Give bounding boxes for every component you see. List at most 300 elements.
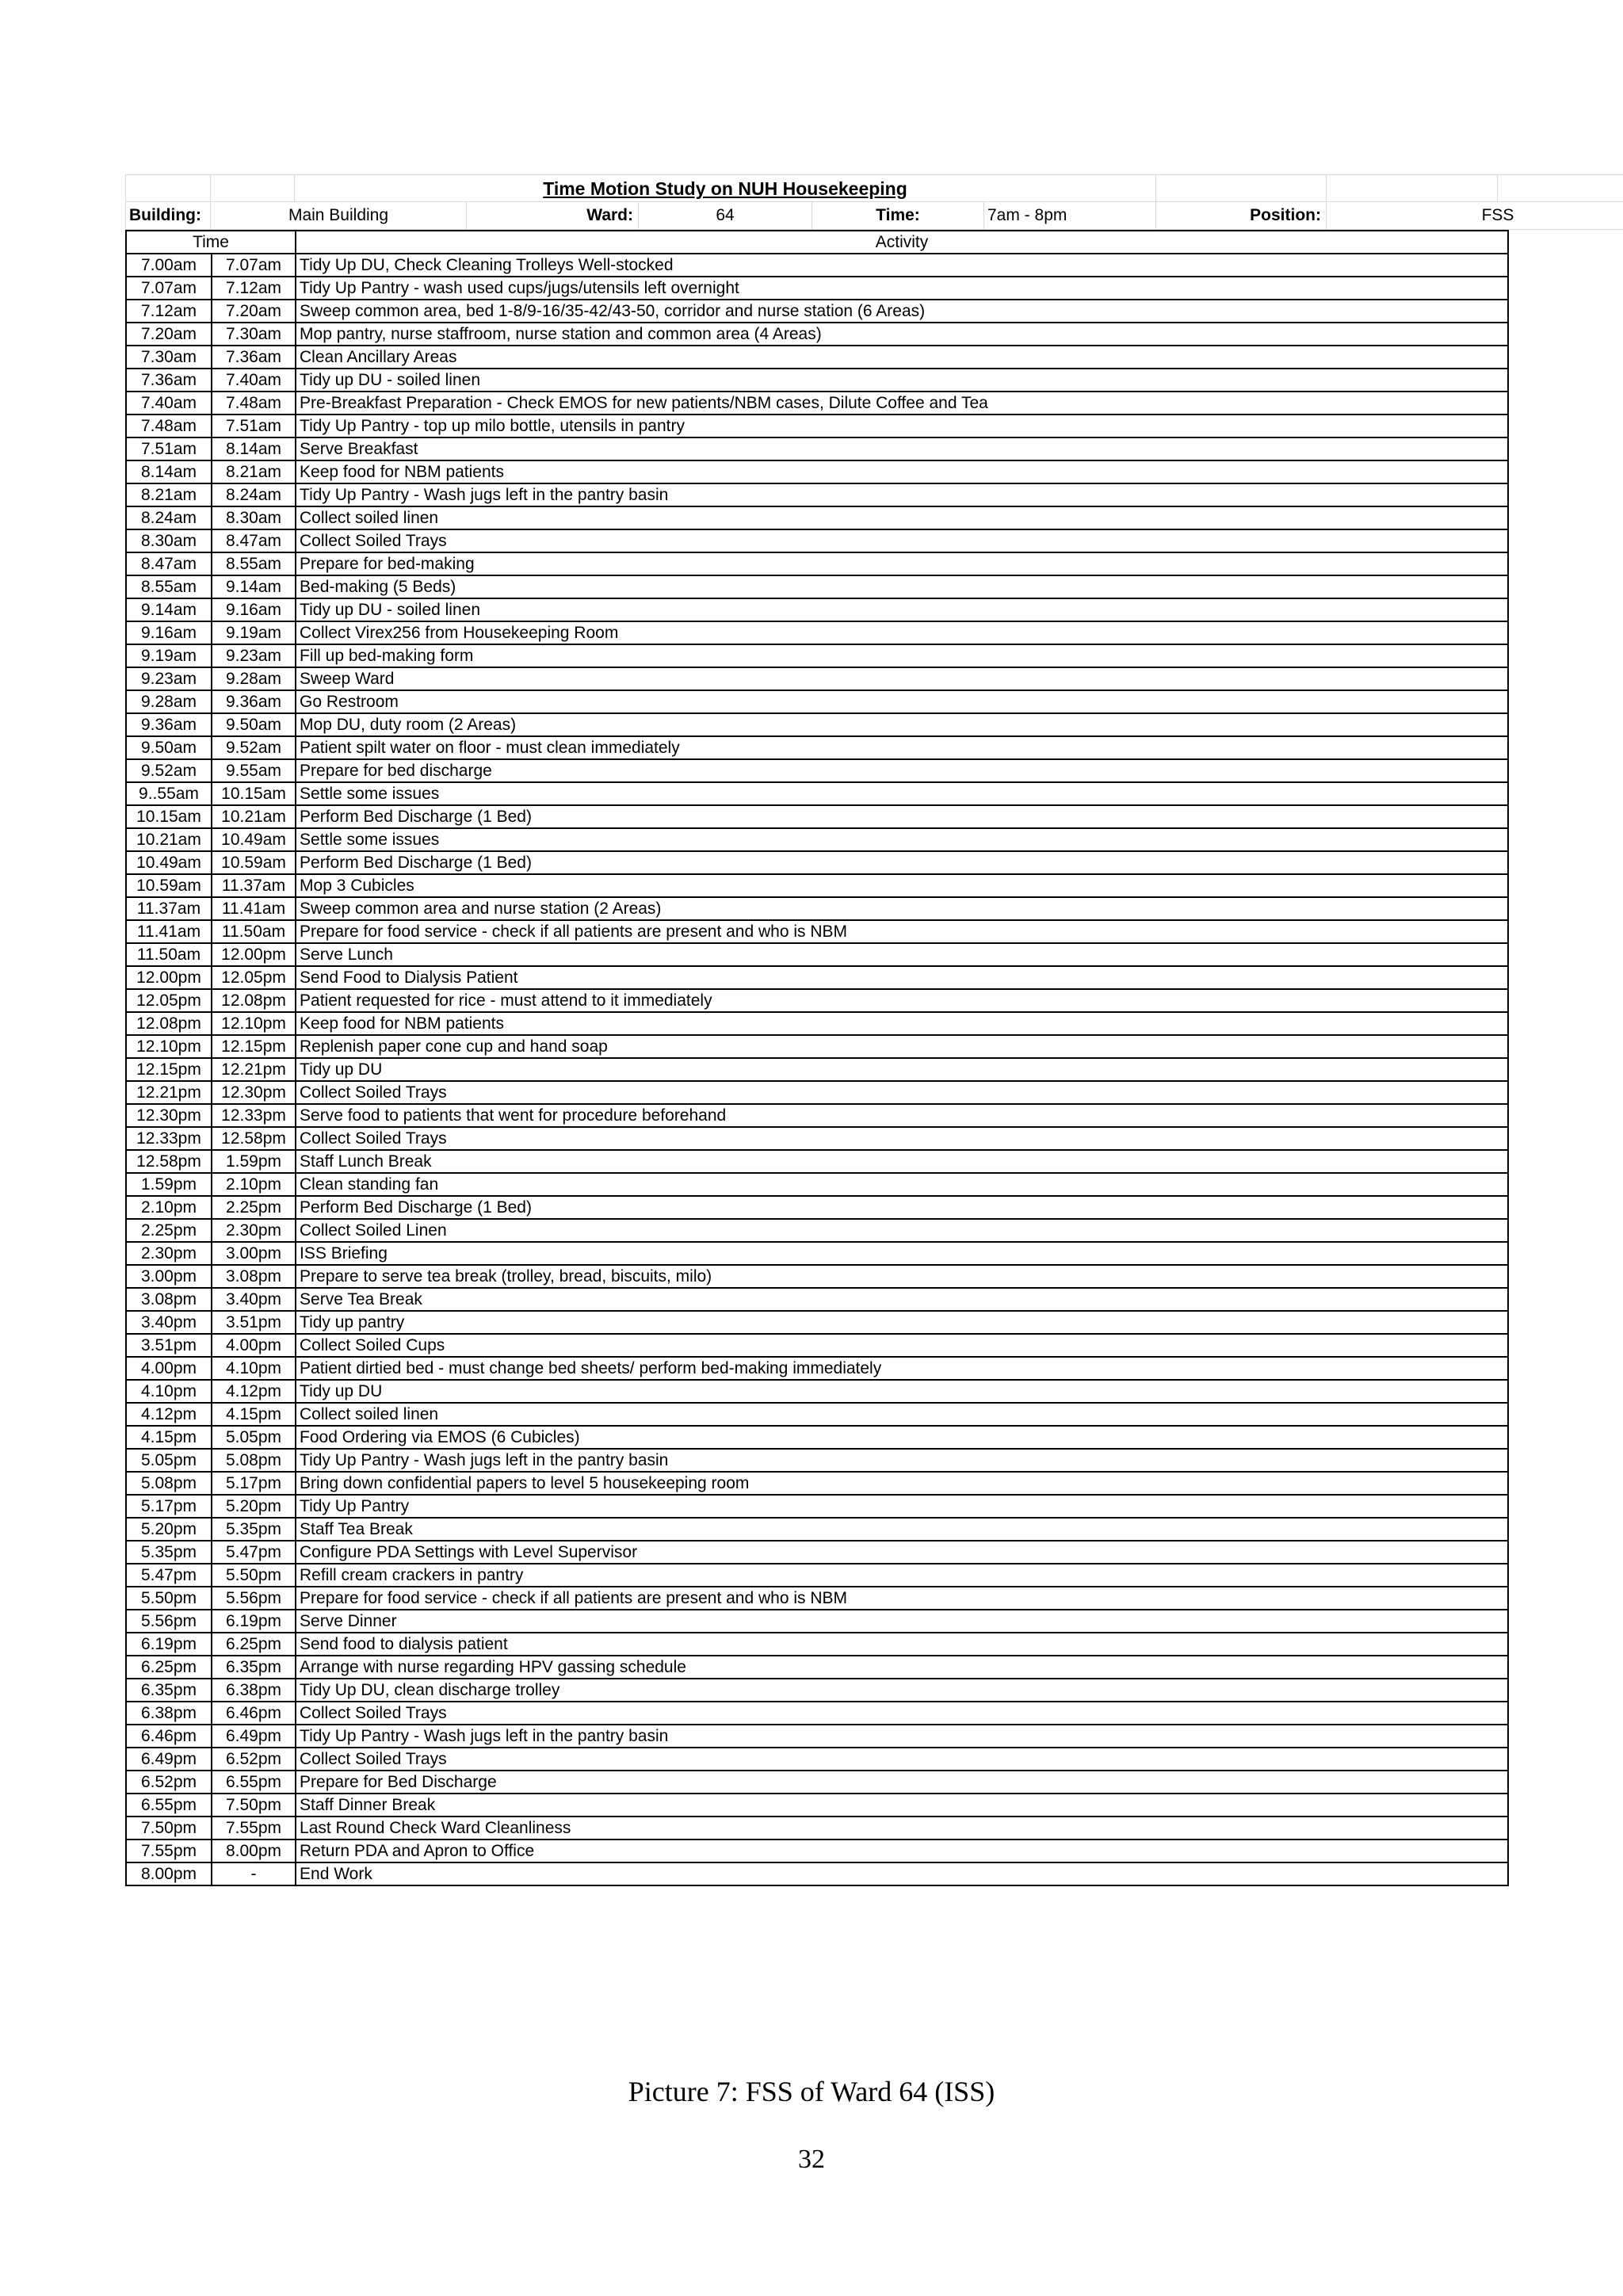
figure-caption: Picture 7: FSS of Ward 64 (ISS) — [628, 2076, 995, 2107]
activity-cell: Staff Lunch Break — [296, 1150, 1508, 1173]
activity-cell: Staff Dinner Break — [296, 1794, 1508, 1817]
end-time-cell: - — [212, 1862, 296, 1885]
activity-cell: Collect Soiled Cups — [296, 1334, 1508, 1357]
start-time-cell: 11.37am — [126, 897, 212, 920]
end-time-cell: 7.07am — [212, 254, 296, 277]
activity-cell: Tidy up DU — [296, 1058, 1508, 1081]
activity-cell: Send food to dialysis patient — [296, 1633, 1508, 1656]
activity-cell: Tidy Up Pantry - wash used cups/jugs/utensils left overnight — [296, 277, 1508, 300]
end-time-cell: 12.21pm — [212, 1058, 296, 1081]
end-time-cell: 7.30am — [212, 323, 296, 346]
table-row — [126, 1219, 1508, 1242]
table-row — [126, 1127, 1508, 1150]
end-time-cell: 8.30am — [212, 506, 296, 529]
activity-cell: Settle some issues — [296, 828, 1508, 851]
activity-cell: Send Food to Dialysis Patient — [296, 966, 1508, 989]
activity-cell: Food Ordering via EMOS (6 Cubicles) — [296, 1426, 1508, 1449]
activity-table-body — [126, 231, 1508, 1885]
building-label: Building: — [125, 202, 211, 230]
start-time-cell: 12.30pm — [126, 1104, 212, 1127]
end-time-cell: 2.25pm — [212, 1196, 296, 1219]
table-row — [126, 1334, 1508, 1357]
end-time-cell: 1.59pm — [212, 1150, 296, 1173]
activity-cell: Prepare for food service - check if all patients are present and who is NBM — [296, 920, 1508, 943]
end-time-cell: 12.00pm — [212, 943, 296, 966]
start-time-cell: 6.19pm — [126, 1633, 212, 1656]
end-time-cell: 6.19pm — [212, 1610, 296, 1633]
table-row — [126, 415, 1508, 437]
end-time-cell: 8.00pm — [212, 1839, 296, 1862]
table-row — [126, 1150, 1508, 1173]
activity-cell: Collect Virex256 from Housekeeping Room — [296, 621, 1508, 644]
table-row — [126, 1702, 1508, 1725]
table-row — [126, 346, 1508, 369]
header-blank-cell — [211, 174, 295, 202]
header-blank-cell — [1156, 174, 1327, 202]
table-row — [126, 460, 1508, 483]
table-row — [126, 667, 1508, 690]
activity-cell: Tidy Up Pantry - Wash jugs left in the pantry basin — [296, 483, 1508, 506]
table-row — [126, 1173, 1508, 1196]
table-row — [126, 897, 1508, 920]
end-time-cell: 5.47pm — [212, 1541, 296, 1564]
start-time-cell: 8.55am — [126, 575, 212, 598]
building-value: Main Building — [211, 202, 467, 230]
end-time-cell: 5.50pm — [212, 1564, 296, 1587]
activity-cell: Patient requested for rice - must attend to it immediately — [296, 989, 1508, 1012]
start-time-cell: 2.30pm — [126, 1242, 212, 1265]
activity-cell: Collect Soiled Trays — [296, 1702, 1508, 1725]
header-blank-cell — [1327, 174, 1498, 202]
start-time-cell: 11.41am — [126, 920, 212, 943]
table-row — [126, 392, 1508, 415]
start-time-cell: 3.40pm — [126, 1311, 212, 1334]
activity-cell: Mop 3 Cubicles — [296, 874, 1508, 897]
table-row — [126, 1633, 1508, 1656]
end-time-cell: 7.20am — [212, 300, 296, 323]
activity-cell: Serve Dinner — [296, 1610, 1508, 1633]
header-blank-cell — [125, 174, 211, 202]
activity-cell: Collect Soiled Trays — [296, 1748, 1508, 1771]
activity-cell: Prepare for bed discharge — [296, 759, 1508, 782]
start-time-cell: 8.47am — [126, 552, 212, 575]
table-row — [126, 552, 1508, 575]
table-row — [126, 483, 1508, 506]
start-time-cell: 8.00pm — [126, 1862, 212, 1885]
start-time-cell: 7.00am — [126, 254, 212, 277]
table-row — [126, 1403, 1508, 1426]
table-row — [126, 1541, 1508, 1564]
end-time-cell: 12.10pm — [212, 1012, 296, 1035]
end-time-cell: 9.50am — [212, 713, 296, 736]
start-time-cell: 7.30am — [126, 346, 212, 369]
start-time-cell: 7.40am — [126, 392, 212, 415]
start-time-cell: 5.20pm — [126, 1518, 212, 1541]
end-time-cell: 6.55pm — [212, 1771, 296, 1794]
time-label: Time: — [812, 202, 984, 230]
end-time-cell: 12.15pm — [212, 1035, 296, 1058]
table-row — [126, 300, 1508, 323]
sheet-header — [125, 174, 1514, 230]
table-row — [126, 254, 1508, 277]
start-time-cell: 4.00pm — [126, 1357, 212, 1380]
end-time-cell: 10.21am — [212, 805, 296, 828]
start-time-cell: 3.00pm — [126, 1265, 212, 1288]
end-time-cell: 5.17pm — [212, 1472, 296, 1495]
activity-cell: Bed-making (5 Beds) — [296, 575, 1508, 598]
end-time-cell: 12.05pm — [212, 966, 296, 989]
table-row — [126, 1288, 1508, 1311]
activity-column-header: Activity — [296, 231, 1508, 254]
start-time-cell: 7.36am — [126, 369, 212, 392]
end-time-cell: 4.12pm — [212, 1380, 296, 1403]
activity-cell: Collect Soiled Trays — [296, 529, 1508, 552]
table-row — [126, 1242, 1508, 1265]
table-row — [126, 598, 1508, 621]
start-time-cell: 4.12pm — [126, 1403, 212, 1426]
start-time-cell: 5.05pm — [126, 1449, 212, 1472]
activity-cell: Collect soiled linen — [296, 506, 1508, 529]
activity-cell: Pre-Breakfast Preparation - Check EMOS for new patients/NBM cases, Dilute Coffee and Tea — [296, 392, 1508, 415]
start-time-cell: 9.19am — [126, 644, 212, 667]
time-motion-sheet — [125, 174, 1514, 1886]
activity-cell: Prepare for Bed Discharge — [296, 1771, 1508, 1794]
table-row — [126, 851, 1508, 874]
activity-cell: Serve food to patients that went for procedure beforehand — [296, 1104, 1508, 1127]
activity-cell: Prepare to serve tea break (trolley, bread, biscuits, milo) — [296, 1265, 1508, 1288]
start-time-cell: 10.49am — [126, 851, 212, 874]
activity-cell: End Work — [296, 1862, 1508, 1885]
start-time-cell: 6.49pm — [126, 1748, 212, 1771]
table-row — [126, 1012, 1508, 1035]
start-time-cell: 8.14am — [126, 460, 212, 483]
table-row — [126, 828, 1508, 851]
start-time-cell: 6.52pm — [126, 1771, 212, 1794]
start-time-cell: 5.50pm — [126, 1587, 212, 1610]
activity-cell: Collect Soiled Trays — [296, 1081, 1508, 1104]
activity-cell: Sweep common area, bed 1-8/9-16/35-42/43-50, corridor and nurse station (6 Areas) — [296, 300, 1508, 323]
end-time-cell: 10.15am — [212, 782, 296, 805]
activity-cell: Prepare for bed-making — [296, 552, 1508, 575]
table-row — [126, 1196, 1508, 1219]
activity-cell: Go Restroom — [296, 690, 1508, 713]
start-time-cell: 7.51am — [126, 437, 212, 460]
end-time-cell: 6.25pm — [212, 1633, 296, 1656]
end-time-cell: 9.52am — [212, 736, 296, 759]
table-row — [126, 1725, 1508, 1748]
activity-cell: Mop pantry, nurse staffroom, nurse station and common area (4 Areas) — [296, 323, 1508, 346]
start-time-cell: 6.46pm — [126, 1725, 212, 1748]
start-time-cell: 7.20am — [126, 323, 212, 346]
table-row — [126, 1449, 1508, 1472]
end-time-cell: 8.24am — [212, 483, 296, 506]
activity-cell: Perform Bed Discharge (1 Bed) — [296, 851, 1508, 874]
activity-cell: Refill cream crackers in pantry — [296, 1564, 1508, 1587]
start-time-cell: 9.50am — [126, 736, 212, 759]
end-time-cell: 7.12am — [212, 277, 296, 300]
end-time-cell: 12.58pm — [212, 1127, 296, 1150]
activity-cell: Tidy up DU — [296, 1380, 1508, 1403]
end-time-cell: 9.19am — [212, 621, 296, 644]
table-row — [126, 1564, 1508, 1587]
activity-cell: Tidy up DU - soiled linen — [296, 369, 1508, 392]
table-row — [126, 1679, 1508, 1702]
activity-cell: Perform Bed Discharge (1 Bed) — [296, 805, 1508, 828]
table-row — [126, 1495, 1508, 1518]
start-time-cell: 5.35pm — [126, 1541, 212, 1564]
start-time-cell: 9.14am — [126, 598, 212, 621]
table-row — [126, 736, 1508, 759]
activity-cell: Bring down confidential papers to level 5 housekeeping room — [296, 1472, 1508, 1495]
end-time-cell: 9.55am — [212, 759, 296, 782]
table-row — [126, 1081, 1508, 1104]
end-time-cell: 5.35pm — [212, 1518, 296, 1541]
activity-cell: Tidy up pantry — [296, 1311, 1508, 1334]
activity-cell: Staff Tea Break — [296, 1518, 1508, 1541]
end-time-cell: 6.49pm — [212, 1725, 296, 1748]
end-time-cell: 5.56pm — [212, 1587, 296, 1610]
end-time-cell: 6.46pm — [212, 1702, 296, 1725]
table-row — [126, 621, 1508, 644]
start-time-cell: 12.00pm — [126, 966, 212, 989]
table-row — [126, 782, 1508, 805]
activity-cell: Perform Bed Discharge (1 Bed) — [296, 1196, 1508, 1219]
start-time-cell: 10.15am — [126, 805, 212, 828]
activity-cell: Keep food for NBM patients — [296, 1012, 1508, 1035]
start-time-cell: 7.07am — [126, 277, 212, 300]
activity-cell: Settle some issues — [296, 782, 1508, 805]
table-header-row — [126, 231, 1508, 254]
start-time-cell: 10.59am — [126, 874, 212, 897]
end-time-cell: 10.49am — [212, 828, 296, 851]
activity-cell: Serve Tea Break — [296, 1288, 1508, 1311]
end-time-cell: 9.36am — [212, 690, 296, 713]
table-row — [126, 575, 1508, 598]
end-time-cell: 5.20pm — [212, 1495, 296, 1518]
start-time-cell: 3.51pm — [126, 1334, 212, 1357]
table-row — [126, 690, 1508, 713]
page-number: 32 — [798, 2145, 825, 2174]
activity-cell: Patient dirtied bed - must change bed sheets/ perform bed-making immediately — [296, 1357, 1508, 1380]
end-time-cell: 6.35pm — [212, 1656, 296, 1679]
end-time-cell: 7.48am — [212, 392, 296, 415]
end-time-cell: 9.28am — [212, 667, 296, 690]
table-row — [126, 1862, 1508, 1885]
table-row — [126, 759, 1508, 782]
table-row — [126, 369, 1508, 392]
start-time-cell: 12.58pm — [126, 1150, 212, 1173]
table-row — [126, 1656, 1508, 1679]
activity-cell: Collect soiled linen — [296, 1403, 1508, 1426]
start-time-cell: 5.17pm — [126, 1495, 212, 1518]
table-row — [126, 1518, 1508, 1541]
start-time-cell: 2.10pm — [126, 1196, 212, 1219]
header-blank-cell — [1498, 174, 1623, 202]
activity-table — [125, 230, 1509, 1886]
end-time-cell: 11.50am — [212, 920, 296, 943]
start-time-cell: 6.25pm — [126, 1656, 212, 1679]
table-row — [126, 1817, 1508, 1839]
table-row — [126, 966, 1508, 989]
start-time-cell: 6.55pm — [126, 1794, 212, 1817]
start-time-cell: 5.08pm — [126, 1472, 212, 1495]
position-label: Position: — [1156, 202, 1327, 230]
start-time-cell: 11.50am — [126, 943, 212, 966]
end-time-cell: 6.52pm — [212, 1748, 296, 1771]
end-time-cell: 9.14am — [212, 575, 296, 598]
end-time-cell: 8.55am — [212, 552, 296, 575]
table-row — [126, 1587, 1508, 1610]
table-row — [126, 1748, 1508, 1771]
table-row — [126, 1472, 1508, 1495]
table-row — [126, 1035, 1508, 1058]
activity-cell: Arrange with nurse regarding HPV gassing schedule — [296, 1656, 1508, 1679]
start-time-cell: 7.55pm — [126, 1839, 212, 1862]
table-row — [126, 1610, 1508, 1633]
end-time-cell: 3.08pm — [212, 1265, 296, 1288]
activity-cell: Prepare for food service - check if all patients are present and who is NBM — [296, 1587, 1508, 1610]
start-time-cell: 6.35pm — [126, 1679, 212, 1702]
activity-cell: Fill up bed-making form — [296, 644, 1508, 667]
start-time-cell: 8.21am — [126, 483, 212, 506]
end-time-cell: 4.10pm — [212, 1357, 296, 1380]
end-time-cell: 5.08pm — [212, 1449, 296, 1472]
activity-cell: Return PDA and Apron to Office — [296, 1839, 1508, 1862]
start-time-cell: 9.52am — [126, 759, 212, 782]
start-time-cell: 10.21am — [126, 828, 212, 851]
start-time-cell: 8.30am — [126, 529, 212, 552]
activity-cell: Collect Soiled Linen — [296, 1219, 1508, 1242]
ward-value: 64 — [639, 202, 812, 230]
table-row — [126, 1357, 1508, 1380]
start-time-cell: 9.23am — [126, 667, 212, 690]
start-time-cell: 4.10pm — [126, 1380, 212, 1403]
table-row — [126, 1839, 1508, 1862]
activity-cell: Serve Breakfast — [296, 437, 1508, 460]
start-time-cell: 9.16am — [126, 621, 212, 644]
end-time-cell: 8.14am — [212, 437, 296, 460]
table-row — [126, 437, 1508, 460]
table-row — [126, 1771, 1508, 1794]
activity-cell: Sweep Ward — [296, 667, 1508, 690]
end-time-cell: 8.21am — [212, 460, 296, 483]
end-time-cell: 9.23am — [212, 644, 296, 667]
end-time-cell: 3.51pm — [212, 1311, 296, 1334]
table-row — [126, 1104, 1508, 1127]
table-row — [126, 1426, 1508, 1449]
start-time-cell: 3.08pm — [126, 1288, 212, 1311]
activity-cell: Clean Ancillary Areas — [296, 346, 1508, 369]
activity-cell: Tidy Up Pantry - Wash jugs left in the pantry basin — [296, 1725, 1508, 1748]
end-time-cell: 12.33pm — [212, 1104, 296, 1127]
table-row — [126, 805, 1508, 828]
end-time-cell: 3.40pm — [212, 1288, 296, 1311]
end-time-cell: 11.41am — [212, 897, 296, 920]
start-time-cell: 5.56pm — [126, 1610, 212, 1633]
table-row — [126, 989, 1508, 1012]
activity-cell: Last Round Check Ward Cleanliness — [296, 1817, 1508, 1839]
ward-label: Ward: — [467, 202, 639, 230]
end-time-cell: 7.36am — [212, 346, 296, 369]
table-row — [126, 1058, 1508, 1081]
activity-cell: Tidy Up Pantry - Wash jugs left in the pantry basin — [296, 1449, 1508, 1472]
activity-cell: Tidy up DU - soiled linen — [296, 598, 1508, 621]
table-row — [126, 529, 1508, 552]
table-row — [126, 874, 1508, 897]
start-time-cell: 12.33pm — [126, 1127, 212, 1150]
end-time-cell: 12.08pm — [212, 989, 296, 1012]
start-time-cell: 7.48am — [126, 415, 212, 437]
table-row — [126, 943, 1508, 966]
start-time-cell: 12.05pm — [126, 989, 212, 1012]
activity-cell: Tidy Up DU, Check Cleaning Trolleys Well-stocked — [296, 254, 1508, 277]
end-time-cell: 5.05pm — [212, 1426, 296, 1449]
activity-cell: Collect Soiled Trays — [296, 1127, 1508, 1150]
activity-cell: Tidy Up Pantry — [296, 1495, 1508, 1518]
start-time-cell: 12.10pm — [126, 1035, 212, 1058]
start-time-cell: 7.12am — [126, 300, 212, 323]
end-time-cell: 6.38pm — [212, 1679, 296, 1702]
activity-cell: Configure PDA Settings with Level Supervisor — [296, 1541, 1508, 1564]
table-row — [126, 323, 1508, 346]
position-value: FSS — [1327, 202, 1623, 230]
table-row — [126, 713, 1508, 736]
start-time-cell: 12.21pm — [126, 1081, 212, 1104]
end-time-cell: 4.00pm — [212, 1334, 296, 1357]
end-time-cell: 12.30pm — [212, 1081, 296, 1104]
table-row — [126, 1794, 1508, 1817]
table-row — [126, 1311, 1508, 1334]
activity-cell: Tidy Up Pantry - top up milo bottle, utensils in pantry — [296, 415, 1508, 437]
start-time-cell: 8.24am — [126, 506, 212, 529]
start-time-cell: 1.59pm — [126, 1173, 212, 1196]
end-time-cell: 11.37am — [212, 874, 296, 897]
start-time-cell: 9..55am — [126, 782, 212, 805]
table-row — [126, 920, 1508, 943]
activity-cell: ISS Briefing — [296, 1242, 1508, 1265]
sheet-title: Time Motion Study on NUH Housekeeping — [295, 174, 1156, 202]
table-row — [126, 506, 1508, 529]
activity-cell: Replenish paper cone cup and hand soap — [296, 1035, 1508, 1058]
end-time-cell: 2.30pm — [212, 1219, 296, 1242]
start-time-cell: 2.25pm — [126, 1219, 212, 1242]
end-time-cell: 7.50pm — [212, 1794, 296, 1817]
end-time-cell: 7.55pm — [212, 1817, 296, 1839]
end-time-cell: 7.51am — [212, 415, 296, 437]
table-row — [126, 644, 1508, 667]
activity-cell: Clean standing fan — [296, 1173, 1508, 1196]
end-time-cell: 8.47am — [212, 529, 296, 552]
end-time-cell: 3.00pm — [212, 1242, 296, 1265]
table-row — [126, 1265, 1508, 1288]
activity-cell: Tidy Up DU, clean discharge trolley — [296, 1679, 1508, 1702]
start-time-cell: 12.08pm — [126, 1012, 212, 1035]
start-time-cell: 5.47pm — [126, 1564, 212, 1587]
time-value: 7am - 8pm — [984, 202, 1156, 230]
start-time-cell: 7.50pm — [126, 1817, 212, 1839]
activity-cell: Patient spilt water on floor - must clean immediately — [296, 736, 1508, 759]
table-row — [126, 277, 1508, 300]
end-time-cell: 2.10pm — [212, 1173, 296, 1196]
start-time-cell: 12.15pm — [126, 1058, 212, 1081]
activity-cell: Keep food for NBM patients — [296, 460, 1508, 483]
start-time-cell: 6.38pm — [126, 1702, 212, 1725]
end-time-cell: 7.40am — [212, 369, 296, 392]
start-time-cell: 4.15pm — [126, 1426, 212, 1449]
time-column-header: Time — [126, 231, 296, 254]
end-time-cell: 9.16am — [212, 598, 296, 621]
end-time-cell: 10.59am — [212, 851, 296, 874]
